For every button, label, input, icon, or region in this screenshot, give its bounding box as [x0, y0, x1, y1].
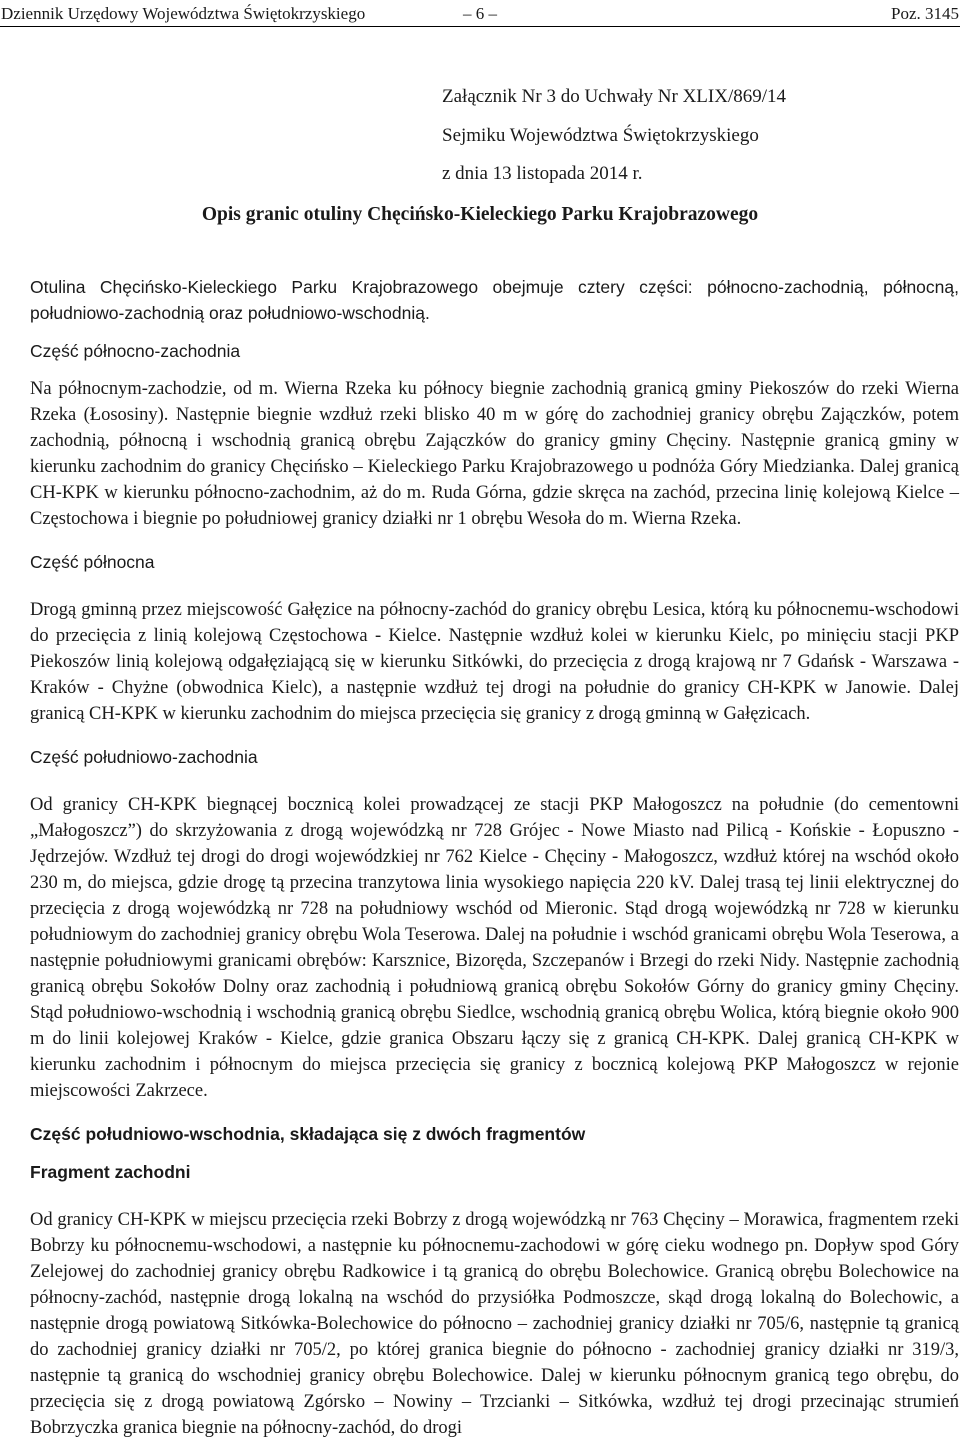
journal-name: Dziennik Urzędowy Województwa Świętokrzyskiego: [1, 4, 366, 23]
intro-paragraph: Otulina Chęcińsko-Kieleckiego Parku Krajobrazowego obejmuje cztery części: północno-zachodnią, północną, południowo-zachodnią oraz południowo-wschodnią.: [30, 277, 959, 323]
annex-line-2: Sejmiku Województwa Świętokrzyskiego: [442, 124, 759, 146]
section-heading-southeast: Część południowo-wschodnia, składająca się z dwóch fragmentów: [30, 1124, 586, 1144]
section-text-north: Drogą gminną przez miejscowość Gałęzice na północny-zachód do granicy obrębu Lesica, którą ku północnemu-wschodowi do przecięcia z linią kolejową Częstochowa - Kielce. Następnie wzdłuż kolei w kierunku Kielc, po minięciu stacji PKP Piekoszów linią kolejową odgałęziającą się w kierunku Sitkówki, do przecięcia z drogą krajową nr 7 Gdańsk - Warszawa - Kraków - Chyżne (obwodnica Kielc), a następnie wzdłuż tej drogi na południe do granicy CH-KPK w Janowie. Dalej granicą CH-KPK w kierunku zachodnim do miejsca przecięcia się granicy z drogą gminną w Gałęzicach.: [30, 600, 959, 724]
document-body: [30, 274, 959, 1441]
section-heading-northwest: Część północno-zachodnia: [30, 341, 241, 361]
document-title: Opis granic otuliny Chęcińsko-Kieleckiego Parku Krajobrazowego: [201, 204, 759, 225]
page-number: – 6 –: [463, 4, 497, 23]
section-text-southwest: Od granicy CH-KPK biegnącej bocznicą kolei prowadzącej ze stacji PKP Małogoszcz na południe (do cementowni „Małogoszcz”) do skrzyżowania z drogą wojewódzką nr 728 Grójec - Nowe Miasto nad Pilicą - Końskie - Łopuszno - Jędrzejów. Wzdłuż tej drogi do drogi wojewódzkiej nr 762 Kielce - Chęciny - Małogoszcz, wzdłuż której na wschód około 230 m, do miejsca, gdzie drogę tą przecina tranzytowa linia wysokiego napięcia 220 kV. Dalej trasą tej linii elektrycznej do przecięcia z drogą wojewódzką nr 728 na południowy wschód od Mieronic. Stąd drogą wojewódzką nr 728 w kierunku południowym do zachodniej granicy obrębu Wola Teserowa. Dalej na południe i wschód granicami obrębu Wola Teserowa, a następnie południowymi granicami obrębów: Karsznice, Bizoręda, Szczepanów i Brzegi do rzeki Nidy. Następnie zachodnią granicą obrębu Sokołów Dolny oraz zachodnią i południową granicą obrębu Sokołów Górny do granicy gminy Chęciny. Stąd południowo-wschodnią i wschodnią granicą obrębu Siedlce, wschodnią granicą obrębu Wolica, którą biegnie około 900 m do linii kolejowej Kraków - Kielce, gdzie granica Obszaru łączy się z granicą CH-KPK. Dalej granicą CH-KPK w kierunku zachodnim i północnym do miejsca przecięcia się granicy z bocznicą kolejową PKP Małogoszcz w rejonie miejscowości Zakrzece.: [30, 795, 959, 1101]
section-heading-southwest: Część południowo-zachodnia: [30, 747, 258, 767]
subsection-heading-west-fragment: Fragment zachodni: [30, 1162, 191, 1182]
section-text-northwest: Na północnym-zachodzie, od m. Wierna Rzeka ku północy biegnie zachodnią granicą gminy Piekoszów do rzeki Wierna Rzeka (Łososiny). Następnie biegnie wzdłuż rzeki blisko 40 m w górę do zachodniej granicy obrębu Zajączków, potem zachodnią, północną i wschodnią granicą obrębu Zajączków do granicy gminy Chęciny. Następnie granicą gminy w kierunku zachodnim do granicy Chęcińsko – Kieleckiego Parku Krajobrazowego u podnóża Góry Miedzianka. Dalej granicą CH-KPK w kierunku północno-zachodnim, aż do m. Ruda Górna, gdzie skręca na zachód, przecina linię kolejową Kielce – Częstochowa i biegnie po południowej granicy działki nr 1 obrębu Wesoła do m. Wierna Rzeka.: [30, 379, 959, 529]
annex-line-1: Załącznik Nr 3 do Uchwały Nr XLIX/869/14: [442, 86, 787, 107]
annex-block: [442, 78, 786, 194]
page-header: [0, 3, 960, 25]
header-rule: [0, 26, 960, 27]
section-text-southeast-west: Od granicy CH-KPK w miejscu przecięcia rzeki Bobrzy z drogą wojewódzką nr 763 Chęciny – Morawica, fragmentem rzeki Bobrzy ku północnemu-wschodowi, a następnie ku północnemu-zachodowi w górę cieku wodnego pn. Dopływ spod Góry Zelejowej do zachodniej granicy obrębu Radkowice i tą granicą do obrębu Bolechowice. Granicą obrębu Bolechowice na północny-zachód, następnie drogą lokalną na wschód do przysiółka Podmoszcze, skąd drogą lokalną do Bolechowic, a następnie drogą powiatową Sitkówka-Bolechowice do północno – zachodniej granicy działki nr 705/6, następnie tą granicą do zachodniej granicy działki nr 705/2, po której granica biegnie do północno - zachodniej granicy działki nr 319/3, następnie tą granicą do wschodniej granicy obrębu Bolechowice. Dalej w kierunku północnym granicą tego obrębu, do przecięcia się z drogą powiatową Zgórsko – Nowiny – Trzcianki – Sitkówka, wzdłuż tej drogi przecinając strumień Bobrzyczka granica biegnie na północny-zachód, do drogi: [30, 1210, 959, 1438]
section-heading-north: Część północna: [30, 552, 155, 572]
annex-line-3: z dnia 13 listopada 2014 r.: [442, 163, 643, 184]
position-number: Poz. 3145: [891, 4, 959, 23]
